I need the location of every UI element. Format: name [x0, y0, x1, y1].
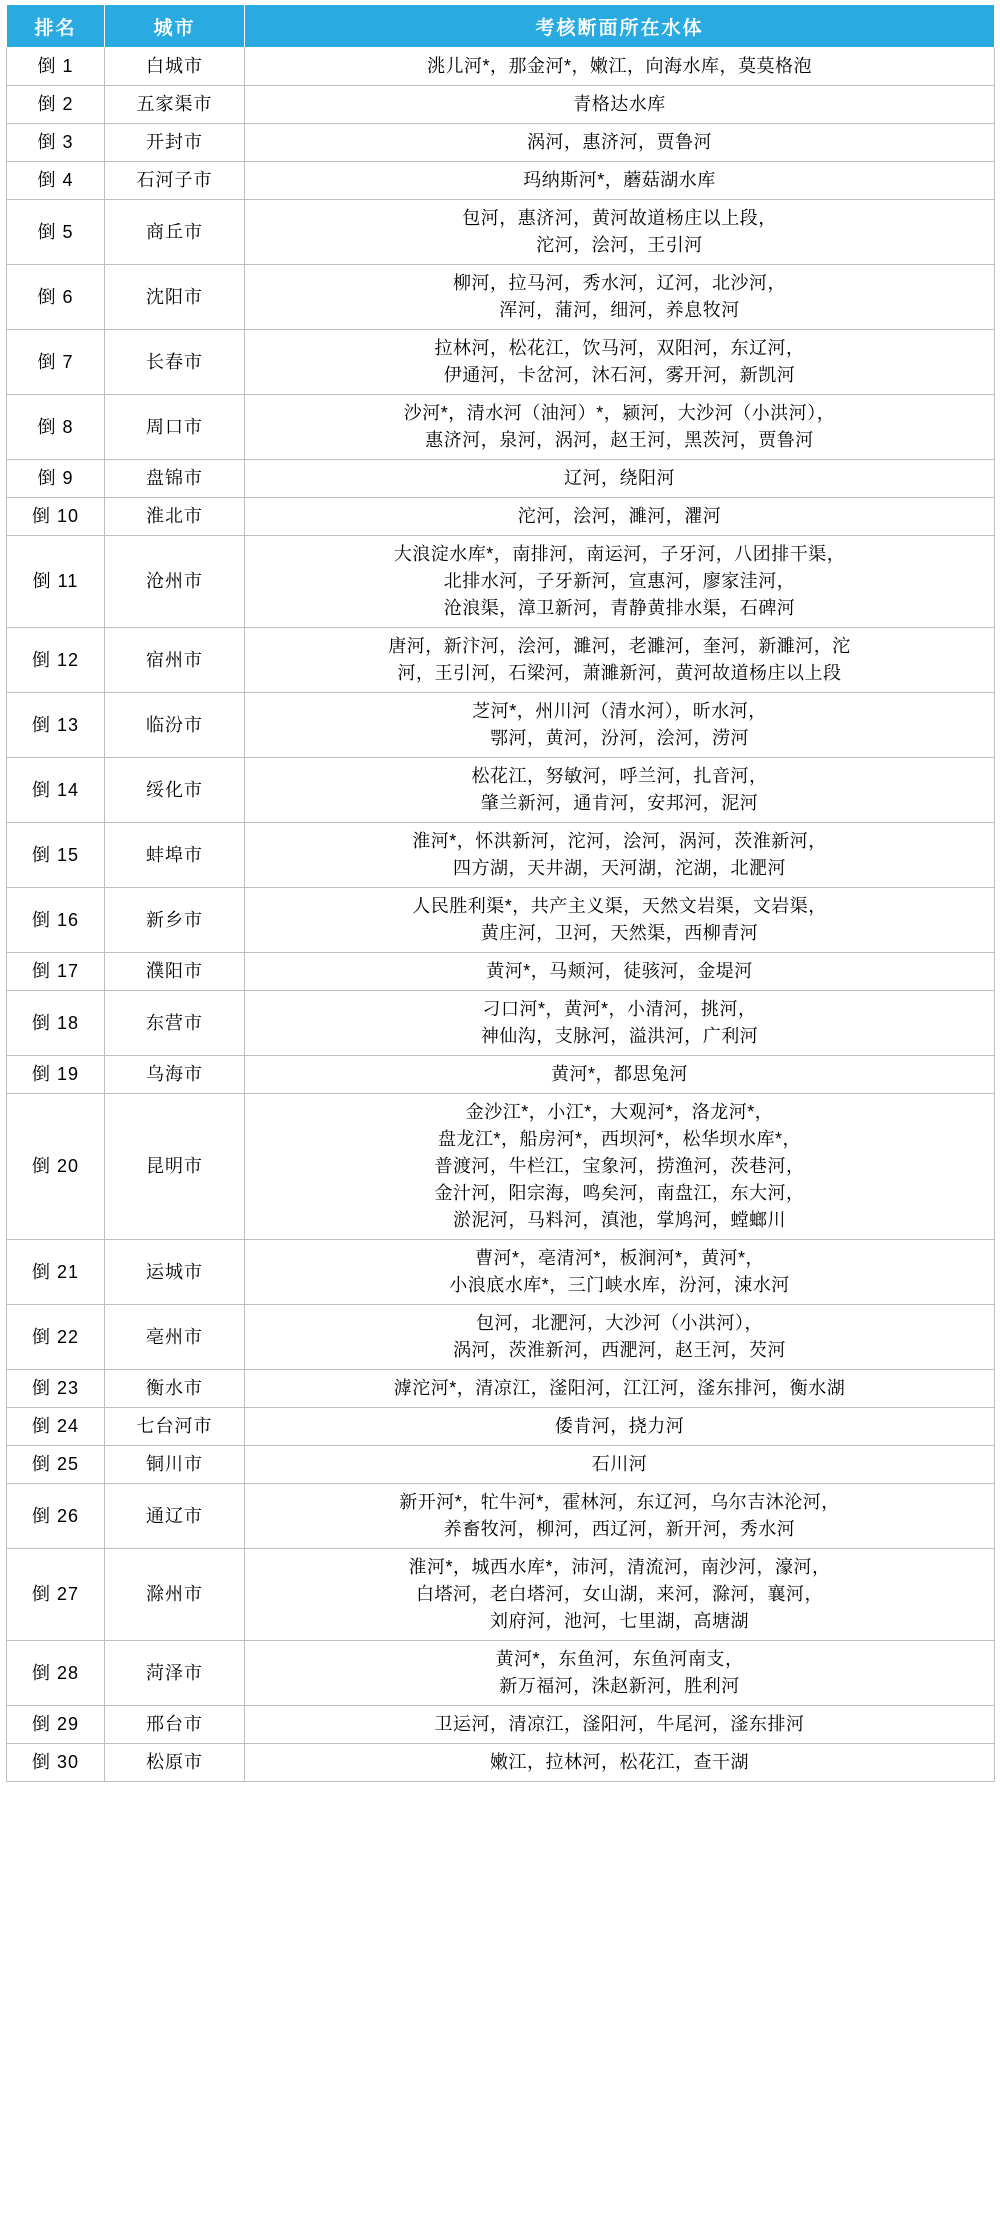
water-body-line: 涡河，茨淮新河，西淝河，赵王河，芡河 [453, 1340, 786, 1360]
water-body-cell [245, 1094, 995, 1240]
water-body-line: 黄河*，东鱼河，东鱼河南支， [495, 1649, 744, 1669]
water-body-line: 淮河*，城西水库*，沛河，清流河，南沙河，濠河， [408, 1557, 831, 1577]
rank-cell: 倒 22 [7, 1305, 105, 1370]
water-body-line: 青格达水库 [573, 94, 666, 114]
table-row [7, 1641, 995, 1706]
water-body-cell [245, 1305, 995, 1370]
rank-cell: 倒 14 [7, 758, 105, 823]
rank-cell: 倒 16 [7, 888, 105, 953]
water-body-cell [245, 1370, 995, 1408]
table-row [7, 86, 995, 124]
city-cell: 滁州市 [105, 1549, 245, 1641]
water-body-line: 沱河，浍河，王引河 [536, 235, 703, 255]
table-row [7, 265, 995, 330]
water-body-line: 玛纳斯河*，蘑菇湖水库 [523, 170, 716, 190]
rank-cell: 倒 3 [7, 124, 105, 162]
water-body-cell [245, 536, 995, 628]
water-body-line: 神仙沟，支脉河，溢洪河，广利河 [480, 1026, 759, 1046]
water-body-line: 曹河*，亳清河*，板涧河*，黄河*， [474, 1248, 765, 1268]
city-cell: 商丘市 [105, 200, 245, 265]
rank-cell: 倒 7 [7, 330, 105, 395]
water-body-line: 伊通河，卡岔河，沐石河，雾开河，新凯河 [443, 365, 796, 385]
city-cell: 濮阳市 [105, 953, 245, 991]
table-row [7, 1094, 995, 1240]
water-body-line: 浑河，蒲河，细河，养息牧河 [499, 300, 740, 320]
water-body-cell [245, 1641, 995, 1706]
table-row [7, 758, 995, 823]
water-body-cell [245, 628, 995, 693]
table-row [7, 1744, 995, 1782]
water-body-line: 惠济河，泉河，涡河，赵王河，黑茨河，贾鲁河 [425, 430, 814, 450]
city-cell: 通辽市 [105, 1484, 245, 1549]
water-body-cell [245, 460, 995, 498]
city-cell: 蚌埠市 [105, 823, 245, 888]
city-cell: 长春市 [105, 330, 245, 395]
rank-cell: 倒 18 [7, 991, 105, 1056]
rank-cell: 倒 15 [7, 823, 105, 888]
table-row [7, 1240, 995, 1305]
city-cell: 开封市 [105, 124, 245, 162]
water-body-cell [245, 330, 995, 395]
city-cell: 宿州市 [105, 628, 245, 693]
water-body-line: 新万福河，洙赵新河，胜利河 [499, 1676, 740, 1696]
table-row [7, 124, 995, 162]
water-body-cell [245, 162, 995, 200]
city-cell: 周口市 [105, 395, 245, 460]
water-body-line: 新开河*，牤牛河*，霍林河，东辽河，乌尔吉沐沦河， [399, 1492, 840, 1512]
city-cell: 绥化市 [105, 758, 245, 823]
rank-cell: 倒 10 [7, 498, 105, 536]
rank-cell: 倒 24 [7, 1408, 105, 1446]
rank-cell: 倒 21 [7, 1240, 105, 1305]
water-body-line: 卫运河，清凉江，滏阳河，牛尾河，滏东排河 [434, 1714, 805, 1734]
water-body-line: 辽河，绕阳河 [564, 468, 675, 488]
table-row [7, 1484, 995, 1549]
city-cell: 七台河市 [105, 1408, 245, 1446]
city-cell: 临汾市 [105, 693, 245, 758]
table-row [7, 991, 995, 1056]
table-row [7, 953, 995, 991]
table-row [7, 395, 995, 460]
rank-cell: 倒 29 [7, 1706, 105, 1744]
water-body-line: 黄河*，马颊河，徒骇河，金堤河 [486, 961, 753, 981]
water-body-cell [245, 395, 995, 460]
water-body-line: 刁口河*，黄河*，小清河，挑河， [482, 999, 757, 1019]
water-body-line: 涡河，惠济河，贾鲁河 [527, 132, 712, 152]
water-body-line: 刘府河，池河，七里湖，高塘湖 [490, 1611, 749, 1631]
water-body-line: 小浪底水库*，三门峡水库，汾河，涑水河 [449, 1275, 790, 1295]
water-body-cell [245, 1056, 995, 1094]
water-body-cell [245, 200, 995, 265]
city-cell: 菏泽市 [105, 1641, 245, 1706]
rank-cell: 倒 6 [7, 265, 105, 330]
rank-cell: 倒 4 [7, 162, 105, 200]
table-row [7, 498, 995, 536]
water-body-cell [245, 124, 995, 162]
table-row [7, 1056, 995, 1094]
water-body-cell [245, 1549, 995, 1641]
water-body-line: 包河，北淝河，大沙河（小洪河）， [476, 1313, 763, 1333]
rank-cell: 倒 11 [7, 536, 105, 628]
table-row [7, 693, 995, 758]
table-row [7, 1446, 995, 1484]
city-cell: 沈阳市 [105, 265, 245, 330]
column-header-rank: 排名 [7, 5, 105, 48]
water-body-line: 北排水河，子牙新河，宣惠河，廖家洼河， [443, 571, 796, 591]
city-cell: 乌海市 [105, 1056, 245, 1094]
water-body-cell [245, 1446, 995, 1484]
water-body-line: 鄂河，黄河，汾河，浍河，涝河 [490, 728, 749, 748]
city-cell: 五家渠市 [105, 86, 245, 124]
water-body-line: 嫩江，拉林河，松花江，查干湖 [490, 1752, 749, 1772]
water-body-line: 金沙江*，小江*，大观河*，洛龙河*， [465, 1102, 774, 1122]
city-cell: 铜川市 [105, 1446, 245, 1484]
city-cell: 石河子市 [105, 162, 245, 200]
water-body-line: 肇兰新河，通肯河，安邦河，泥河 [480, 793, 759, 813]
water-body-line: 四方湖，天井湖，天河湖，沱湖，北淝河 [453, 858, 786, 878]
rank-cell: 倒 20 [7, 1094, 105, 1240]
rank-cell: 倒 26 [7, 1484, 105, 1549]
rank-cell: 倒 13 [7, 693, 105, 758]
water-body-line: 松花江，努敏河，呼兰河，扎音河， [471, 766, 768, 786]
table-row [7, 628, 995, 693]
table-row [7, 200, 995, 265]
rank-cell: 倒 9 [7, 460, 105, 498]
water-body-line: 黄庄河，卫河，天然渠，西柳青河 [480, 923, 759, 943]
water-body-line: 养畜牧河，柳河，西辽河，新开河，秀水河 [443, 1519, 796, 1539]
column-header-water: 考核断面所在水体 [245, 5, 995, 48]
water-body-ranking-table [6, 4, 995, 1782]
city-cell: 亳州市 [105, 1305, 245, 1370]
table-row [7, 1305, 995, 1370]
table-row [7, 460, 995, 498]
water-body-cell [245, 758, 995, 823]
rank-cell: 倒 5 [7, 200, 105, 265]
table-row [7, 1408, 995, 1446]
table-header [7, 5, 995, 48]
rank-cell: 倒 17 [7, 953, 105, 991]
city-cell: 昆明市 [105, 1094, 245, 1240]
table-row [7, 1706, 995, 1744]
water-body-line: 倭肯河，挠力河 [554, 1416, 685, 1436]
water-body-line: 拉林河，松花江，饮马河，双阳河，东辽河， [434, 338, 805, 358]
city-cell: 白城市 [105, 48, 245, 86]
water-body-line: 淤泥河，马料河，滇池，掌鸠河，螳螂川 [453, 1210, 786, 1230]
water-body-line: 柳河，拉马河，秀水河，辽河，北沙河， [453, 273, 786, 293]
rank-cell: 倒 23 [7, 1370, 105, 1408]
table-row [7, 823, 995, 888]
water-body-cell [245, 498, 995, 536]
table-row [7, 536, 995, 628]
water-body-cell [245, 823, 995, 888]
water-body-line: 河，王引河，石梁河，萧濉新河，黄河故道杨庄以上段 [397, 663, 842, 683]
city-cell: 淮北市 [105, 498, 245, 536]
water-body-line: 石川河 [591, 1454, 648, 1474]
water-body-line: 人民胜利渠*，共产主义渠，天然文岩渠，文岩渠， [412, 896, 827, 916]
city-cell: 衡水市 [105, 1370, 245, 1408]
rank-cell: 倒 27 [7, 1549, 105, 1641]
water-body-cell [245, 953, 995, 991]
city-cell: 盘锦市 [105, 460, 245, 498]
water-body-cell [245, 888, 995, 953]
column-header-city: 城市 [105, 5, 245, 48]
water-body-line: 盘龙江*，船房河*，西坝河*，松华坝水库*， [437, 1129, 802, 1149]
water-body-line: 唐河，新汴河，浍河，濉河，老濉河，奎河，新濉河，沱 [388, 636, 851, 656]
water-body-line: 大浪淀水库*，南排河，南运河，子牙河，八团排干渠， [393, 544, 846, 564]
rank-cell: 倒 25 [7, 1446, 105, 1484]
rank-cell: 倒 28 [7, 1641, 105, 1706]
rank-cell: 倒 19 [7, 1056, 105, 1094]
table-body [7, 48, 995, 1782]
water-body-line: 滹沱河*，清凉江，滏阳河，江江河，滏东排河，衡水湖 [393, 1378, 846, 1398]
city-cell: 松原市 [105, 1744, 245, 1782]
city-cell: 东营市 [105, 991, 245, 1056]
table-row [7, 888, 995, 953]
water-body-line: 包河，惠济河，黄河故道杨庄以上段， [462, 208, 777, 228]
water-body-line: 黄河*，都思兔河 [550, 1064, 688, 1084]
rank-cell: 倒 1 [7, 48, 105, 86]
water-body-cell [245, 1408, 995, 1446]
water-body-cell [245, 48, 995, 86]
water-body-line: 淮河*，怀洪新河，沱河，浍河，涡河，茨淮新河， [412, 831, 827, 851]
city-cell: 运城市 [105, 1240, 245, 1305]
table-row [7, 1549, 995, 1641]
city-cell: 沧州市 [105, 536, 245, 628]
water-body-cell [245, 86, 995, 124]
water-body-cell [245, 1484, 995, 1549]
water-body-line: 金汁河，阳宗海，鸣矣河，南盘江，东大河， [434, 1183, 805, 1203]
water-body-cell [245, 265, 995, 330]
water-body-line: 芝河*，州川河（清水河），昕水河， [472, 701, 767, 721]
header-row [7, 5, 995, 48]
rank-cell: 倒 8 [7, 395, 105, 460]
water-body-line: 沧浪渠，漳卫新河，青静黄排水渠，石碑河 [443, 598, 796, 618]
table-row [7, 1370, 995, 1408]
city-cell: 新乡市 [105, 888, 245, 953]
table-row [7, 48, 995, 86]
rank-cell: 倒 12 [7, 628, 105, 693]
water-body-cell [245, 1240, 995, 1305]
water-body-line: 沙河*，清水河（油河）*，颍河，大沙河（小洪河）， [403, 403, 836, 423]
water-body-cell [245, 1706, 995, 1744]
water-body-cell [245, 1744, 995, 1782]
water-body-line: 洮儿河*，那金河*，嫩江，向海水库，莫莫格泡 [426, 56, 812, 76]
city-cell: 邢台市 [105, 1706, 245, 1744]
water-body-line: 普渡河，牛栏江，宝象河，捞渔河，茨巷河， [434, 1156, 805, 1176]
water-body-line: 白塔河，老白塔河，女山湖，来河，滁河，襄河， [416, 1584, 823, 1604]
water-body-cell [245, 991, 995, 1056]
water-body-line: 沱河，浍河，濉河，灈河 [517, 506, 722, 526]
rank-cell: 倒 30 [7, 1744, 105, 1782]
rank-cell: 倒 2 [7, 86, 105, 124]
table-row [7, 330, 995, 395]
water-body-cell [245, 693, 995, 758]
table-row [7, 162, 995, 200]
